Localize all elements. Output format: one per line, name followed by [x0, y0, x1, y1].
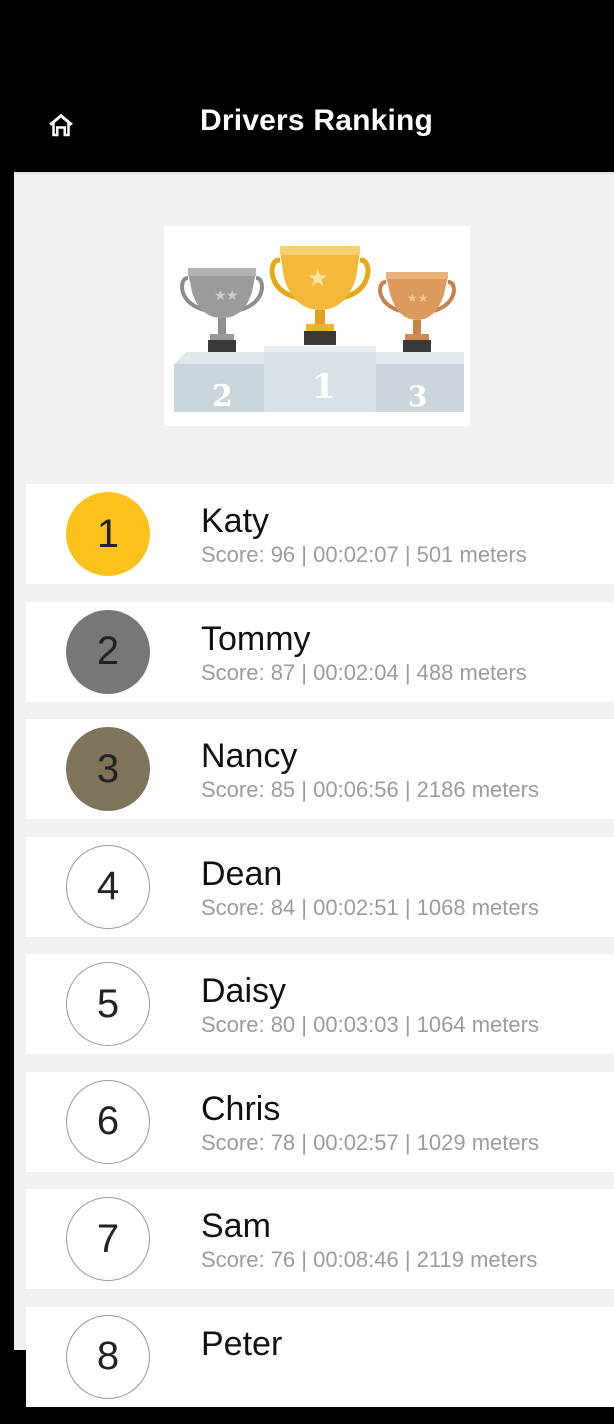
rank-badge: 8: [66, 1315, 150, 1399]
driver-stats: Score: 85 | 00:06:56 | 2186 meters: [201, 777, 539, 802]
driver-stats: Score: 87 | 00:02:04 | 488 meters: [201, 659, 527, 685]
ranking-row-4[interactable]: [26, 837, 614, 937]
podium-place-3: 3: [408, 380, 428, 413]
driver-name: Peter: [201, 1324, 283, 1363]
driver-name: Daisy: [201, 972, 287, 1010]
podium-trophies-image: [164, 226, 470, 426]
driver-name: Katy: [201, 502, 270, 540]
rank-badge: 4: [66, 845, 150, 929]
main-content: [14, 172, 614, 1378]
svg-text:★: ★: [226, 288, 239, 304]
home-button[interactable]: [38, 102, 84, 148]
driver-name: Dean: [201, 854, 283, 893]
rank-badge: 5: [66, 962, 150, 1046]
driver-name: Tommy: [201, 619, 311, 658]
ranking-row-5[interactable]: [26, 954, 614, 1054]
driver-stats: Score: 78 | 00:02:57 | 1029 meters: [201, 1129, 539, 1155]
driver-stats: Score: 96 | 00:02:07 | 501 meters: [201, 542, 527, 567]
driver-stats: Score: 80 | 00:03:03 | 1064 meters: [201, 1012, 539, 1037]
svg-text:★: ★: [214, 288, 227, 304]
podium-place-2: 2: [212, 379, 233, 414]
ranking-row-2[interactable]: [26, 602, 614, 702]
status-bar: [14, 0, 614, 76]
driver-stats: Score: 84 | 00:02:51 | 1068 meters: [201, 894, 539, 920]
driver-name: Chris: [201, 1089, 281, 1128]
page-title: Drivers Ranking: [200, 104, 434, 137]
rank-badge-gold: 1: [66, 492, 150, 576]
ranking-row-7[interactable]: [26, 1189, 614, 1289]
gold-trophy-icon: [272, 246, 368, 345]
podium-blocks: [174, 346, 464, 414]
ranking-row-8[interactable]: [26, 1307, 614, 1407]
svg-text:★★: ★★: [407, 291, 429, 305]
rank-badge: 6: [66, 1080, 150, 1164]
ranking-list: [26, 484, 614, 1424]
ranking-row-3[interactable]: [26, 719, 614, 819]
driver-name: Sam: [201, 1207, 271, 1245]
bronze-trophy-icon: [380, 272, 454, 352]
ranking-row-1[interactable]: [26, 484, 614, 584]
home-icon: [46, 110, 76, 140]
silver-trophy-icon: [182, 268, 262, 352]
driver-name: Nancy: [201, 737, 298, 775]
svg-text:★: ★: [307, 264, 329, 292]
ranking-row-6[interactable]: [26, 1072, 614, 1172]
rank-badge-bronze: 3: [66, 727, 150, 811]
podium-place-1: 1: [312, 367, 336, 407]
rank-badge-silver: 2: [66, 610, 150, 694]
driver-stats: Score: 76 | 00:08:46 | 2119 meters: [201, 1247, 538, 1272]
podium-illustration: [164, 226, 470, 426]
app-bar: [14, 76, 614, 172]
rank-badge: 7: [66, 1197, 150, 1281]
